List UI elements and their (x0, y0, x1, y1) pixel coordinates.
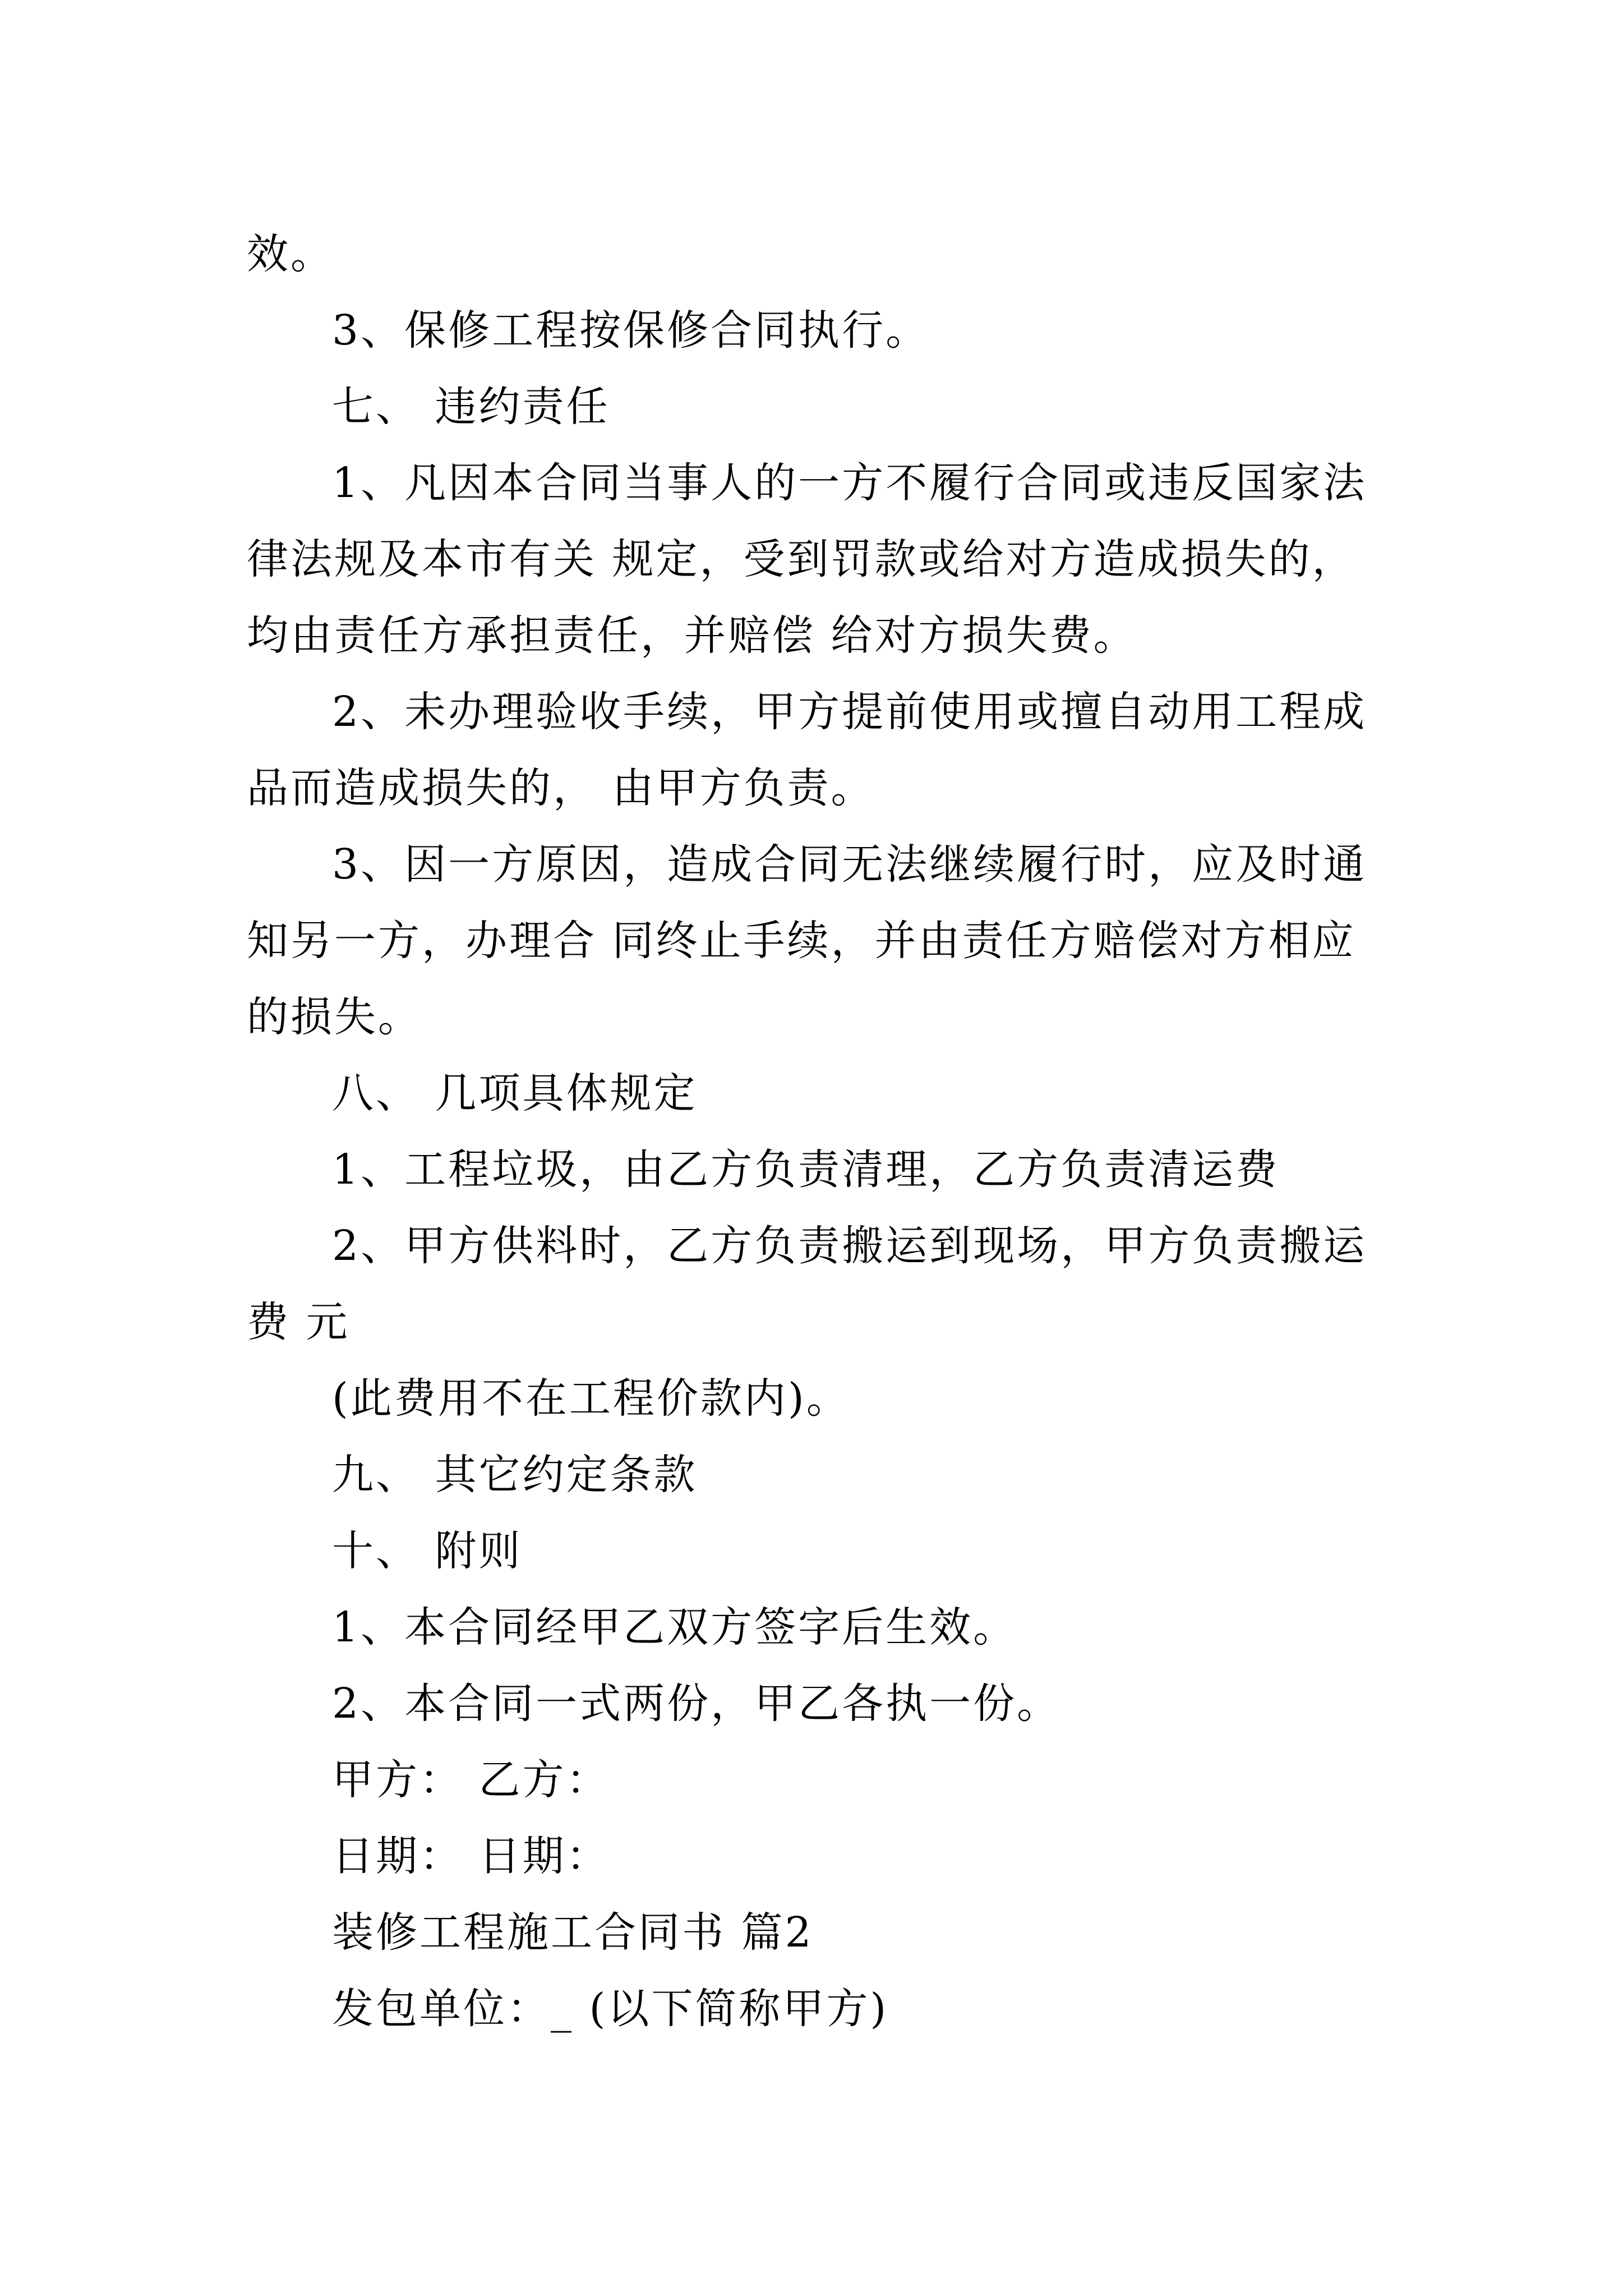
paragraph-continuation: 效。 (247, 230, 334, 278)
paragraph-rules-clause-1: 1、工程垃圾，由乙方负责清理，乙方负责清运费 (332, 1145, 1280, 1194)
section-heading-8: 八、 几项具体规定 (332, 1069, 698, 1117)
paragraph-liability-clause-3: 3、因一方原因，造成合同无法继续履行时，应及时通知另一方，办理合 同终止手续，并由责任方赔偿对方相应的损失。 (247, 840, 1367, 1041)
paragraph-rules-note: (此费用不在工程价款内)。 (332, 1374, 850, 1423)
section-heading-10: 十、 附则 (332, 1527, 523, 1575)
paragraph-appendix-clause-2: 2、本合同一式两份，甲乙各执一份。 (332, 1680, 1061, 1728)
paragraph-appendix-clause-1: 1、本合同经甲乙双方签字后生效。 (332, 1603, 1017, 1651)
document-body (247, 216, 1385, 2047)
section-heading-7: 七、 违约责任 (332, 383, 610, 431)
section-heading-9: 九、 其它约定条款 (332, 1451, 698, 1499)
paragraph-warranty-clause-3: 3、保修工程按保修合同执行。 (332, 306, 930, 355)
paragraph-liability-clause-1: 1、凡因本合同当事人的一方不履行合同或违反国家法律法规及本市有关 规定，受到罚款或给对方造成损失的，均由责任方承担责任，并赔偿 给对方损失费。 (247, 459, 1367, 660)
paragraph-rules-clause-2: 2、甲方供料时，乙方负责搬运到现场，甲方负责搬运费 元 (247, 1222, 1367, 1346)
document-subtitle: 装修工程施工合同书 篇2 (332, 1908, 814, 1957)
signature-date-line: 日期： 日期： (332, 1832, 610, 1880)
paragraph-liability-clause-2: 2、未办理验收手续，甲方提前使用或擅自动用工程成品而造成损失的， 由甲方负责。 (247, 688, 1367, 812)
employer-line: 发包单位：_ (以下简称甲方) (332, 1985, 889, 2033)
signature-parties-line: 甲方： 乙方： (332, 1756, 610, 1804)
